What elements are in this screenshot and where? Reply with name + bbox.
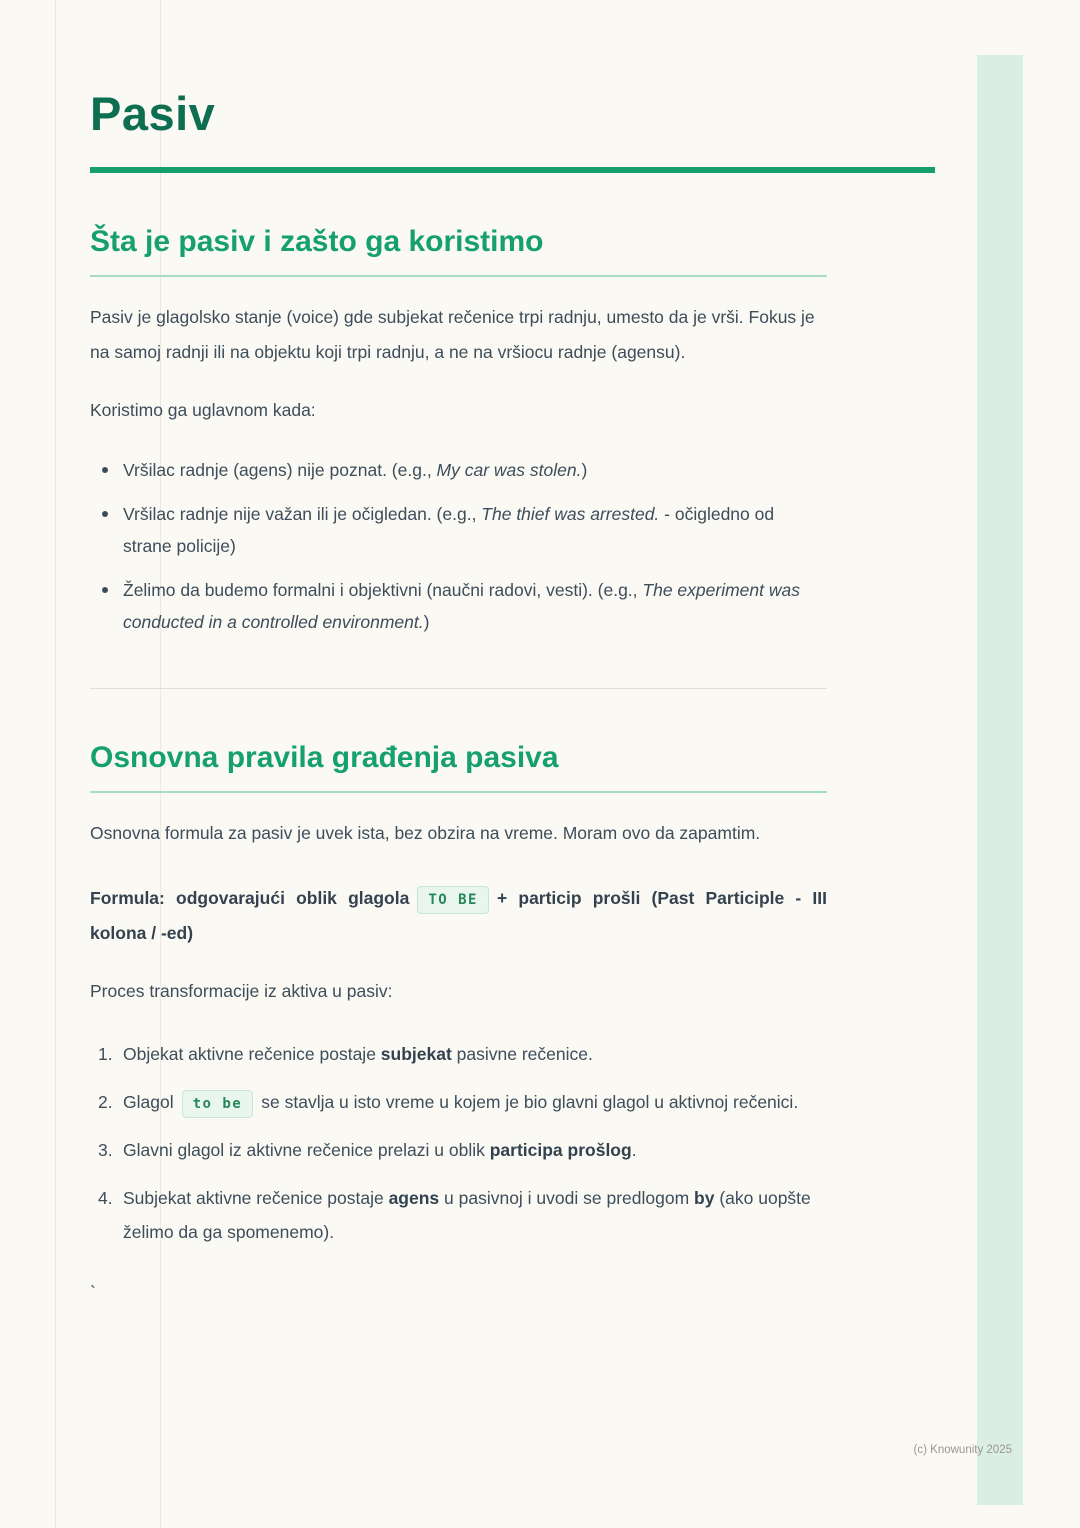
list-item bbox=[90, 1133, 827, 1167]
code-chip-to-be: TO BE bbox=[417, 886, 489, 914]
text-segment: Subjekat aktivne rečenice postaje bbox=[123, 1188, 389, 1208]
title-underline-rule bbox=[90, 167, 935, 173]
text-segment: ) bbox=[423, 612, 430, 632]
example-italic: My car was stolen. bbox=[436, 460, 582, 480]
section2-heading: Osnovna pravila građenja pasiva bbox=[90, 741, 827, 793]
section1-paragraph-2: Koristimo ga uglavnom kada: bbox=[90, 400, 316, 420]
section1-paragraph-1: Pasiv je glagolsko stanje (voice) gde subjekat rečenice trpi radnju, umesto da je vrši. Fokus je na samoj radnji ili na objektu koji trpi radnju, a ne na vršiocu radnje (agensu). bbox=[90, 307, 815, 362]
footer-credit: (c) Knowunity 2025 bbox=[913, 1444, 1012, 1456]
page-title: Pasiv bbox=[90, 87, 216, 140]
right-accent-stripe bbox=[977, 55, 1023, 1505]
section2-paragraph-1: Osnovna formula za pasiv je uvek ista, bez obzira na vreme. Moram ovo da zapamtim. bbox=[90, 823, 761, 843]
bold-text: agens bbox=[388, 1188, 440, 1208]
text-segment: Vršilac radnje (agens) nije poznat. (e.g., bbox=[123, 460, 437, 480]
text-segment: Vršilac radnje nije važan ili je očigledan. (e.g., bbox=[123, 504, 482, 524]
list-item bbox=[90, 574, 827, 638]
text-segment: Glagol bbox=[123, 1092, 174, 1112]
section2-paragraph-2: Proces transformacije iz aktiva u pasiv: bbox=[90, 981, 393, 1001]
transformation-steps-list bbox=[90, 1037, 827, 1249]
formula-text-pre: Formula: odgovarajući oblik glagola bbox=[90, 888, 410, 908]
list-item bbox=[90, 1085, 827, 1119]
text-segment: . bbox=[631, 1140, 637, 1160]
list-item bbox=[90, 1181, 827, 1249]
list-item bbox=[90, 454, 827, 486]
example-italic: The experiment was conducted in a controlled environment. bbox=[123, 580, 800, 632]
list-item bbox=[90, 498, 827, 562]
formula-line bbox=[90, 881, 827, 951]
code-chip-to-be-small: to be bbox=[182, 1090, 254, 1118]
usage-bullet-list bbox=[90, 454, 827, 638]
text-segment: Želimo da budemo formalni i objektivni (naučni radovi, vesti). (e.g., bbox=[123, 580, 643, 600]
stray-backtick: ` bbox=[90, 1283, 96, 1303]
text-segment: - očigledno od strane policije) bbox=[123, 504, 775, 556]
example-italic: The thief was arrested. bbox=[481, 504, 660, 524]
formula-text-post: + particip prošli (Past Participle - III kolona / -ed) bbox=[90, 888, 827, 943]
text-segment: se stavlja u isto vreme u kojem je bio glavni glagol u aktivnoj rečenici. bbox=[261, 1092, 799, 1112]
text-segment: Objekat aktivne rečenice postaje bbox=[123, 1044, 381, 1064]
section1-heading: Šta je pasiv i zašto ga koristimo bbox=[90, 225, 827, 277]
text-segment: u pasivnoj i uvodi se predlogom bbox=[439, 1188, 695, 1208]
section-passive-rules bbox=[90, 741, 960, 1304]
bold-text: by bbox=[694, 1188, 715, 1208]
text-segment: (ako uopšte želimo da ga spomenemo). bbox=[123, 1188, 811, 1242]
list-item bbox=[90, 1037, 827, 1071]
text-segment: pasivne rečenice. bbox=[451, 1044, 593, 1064]
text-segment: ) bbox=[581, 460, 588, 480]
bold-text: subjekat bbox=[380, 1044, 452, 1064]
section-what-is-passive bbox=[90, 225, 960, 638]
bold-text: participa prošlog bbox=[489, 1140, 632, 1160]
text-segment: Glavni glagol iz aktivne rečenice prelazi u oblik bbox=[123, 1140, 490, 1160]
section-divider bbox=[90, 688, 827, 689]
